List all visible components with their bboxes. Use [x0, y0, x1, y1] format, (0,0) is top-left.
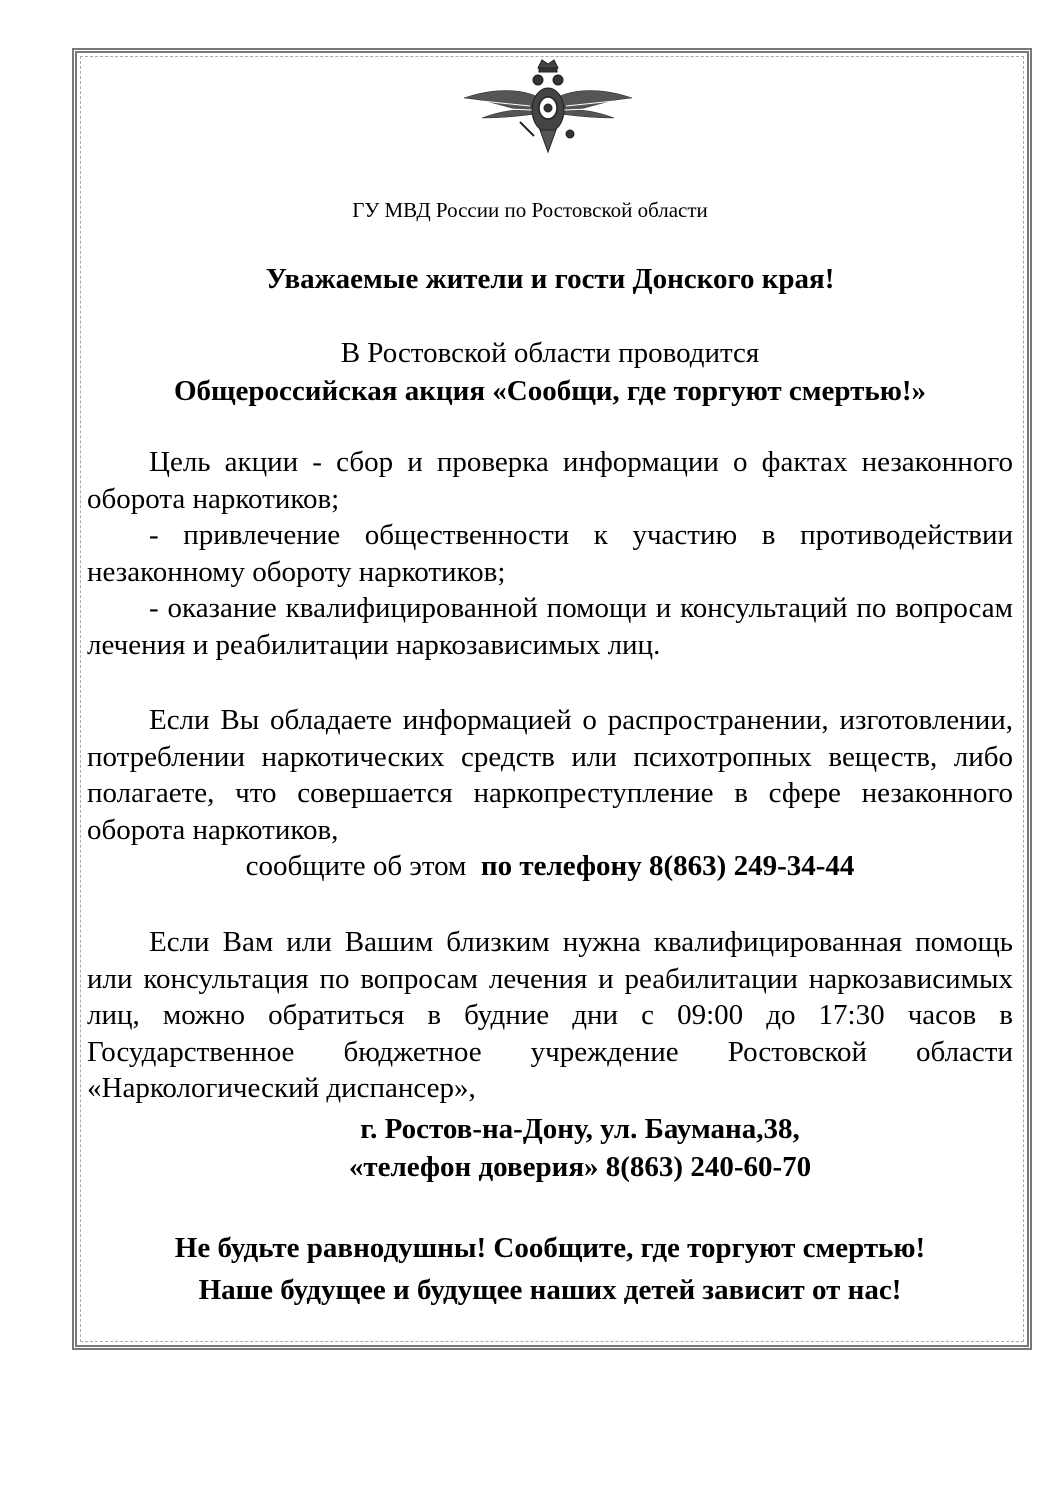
closing-line-1: Не будьте равнодушны! Сообщите, где торгуют смертью!	[174, 1232, 926, 1264]
report-info	[87, 702, 1013, 885]
report-phone: по телефону 8(863) 249-34-44	[480, 850, 855, 882]
dispensary-address: г. Ростов-на-Дону, ул. Баумана,38,	[360, 1113, 800, 1145]
closing-appeal	[0, 1227, 1060, 1311]
greeting-heading: Уважаемые жители и гости Донского края!	[265, 263, 835, 295]
goal-item: - привлечение общественности к участию в противодействии незаконному обороту наркотиков;	[87, 519, 1013, 588]
report-line	[87, 848, 1013, 885]
dispensary-contacts	[0, 1110, 1060, 1186]
help-info	[87, 924, 1013, 1107]
help-info-text: Если Вам или Вашим близким нужна квалифицированная помощь или консультация по вопросам лечения и реабилитации наркозависимых лиц, можно обратиться в будние дни с 09:00 до 17:30 часов в Государственное бюджетное учреждение Ростовской области «Наркологический диспансер»,	[87, 926, 1013, 1104]
report-prefix: сообщите об этом	[245, 850, 467, 882]
campaign-intro	[0, 334, 1060, 410]
campaign-title: Общероссийская акция «Сообщи, где торгуют смертью!»	[173, 375, 927, 407]
organization-name: ГУ МВД России по Ростовской области	[352, 198, 708, 222]
closing-line-2: Наше будущее и будущее наших детей зависит от нас!	[198, 1274, 902, 1306]
report-info-text: Если Вы обладаете информацией о распространении, изготовлении, потреблении наркотических средств или психотропных веществ, либо полагаете, что совершается наркопреступление в сфере незаконного оборота наркотиков,	[87, 704, 1013, 846]
goal-item: Цель акции - сбор и проверка информации о фактах незаконного оборота наркотиков;	[87, 446, 1013, 515]
intro-line: В Ростовской области проводится	[340, 337, 760, 369]
goal-item: - оказание квалифицированной помощи и консультаций по вопросам лечения и реабилитации наркозависимых лиц.	[87, 592, 1013, 661]
double-headed-eagle-emblem-icon	[462, 58, 634, 156]
hotline-phone: «телефон доверия» 8(863) 240-60-70	[348, 1151, 812, 1183]
campaign-goals	[87, 444, 1013, 663]
